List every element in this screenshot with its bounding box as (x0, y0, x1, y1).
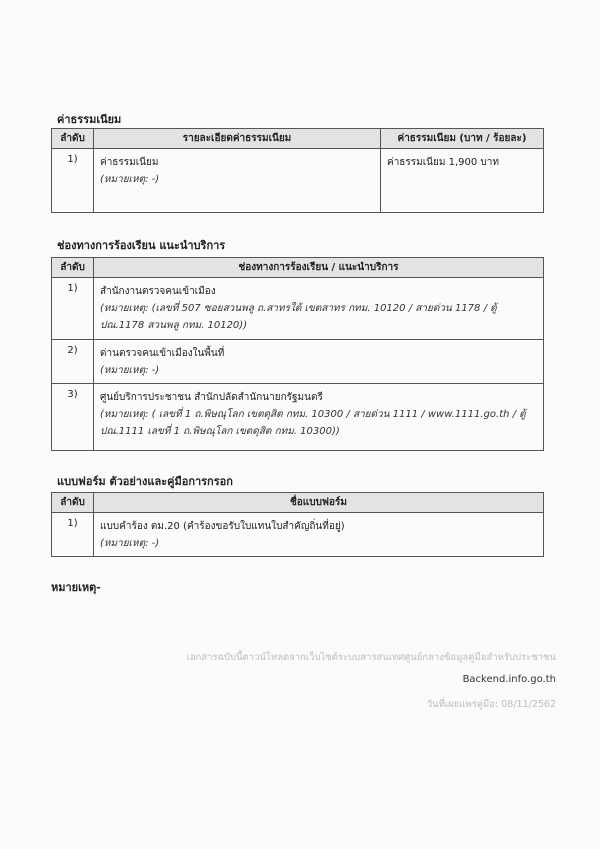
col-header-form-name: ชื่อแบบฟอร์ม (94, 493, 544, 513)
channels-section-title: ช่องทางการร้องเรียน แนะนำบริการ (57, 239, 226, 252)
footer-publish-date: วันที่เผยแพร่คู่มือ: 08/11/2562 (426, 699, 556, 710)
row-number: 1) (52, 513, 94, 557)
channel-note: (หมายเหตุ: (เลขที่ 507 ซอยสวนพลู ถ.สาทรใต้ เขตสาทร กทม. 10120 / สายด่วน 1178 / ตู้ ปณ.1178 สวนพลู กทม. 10120)) (100, 303, 497, 331)
forms-table (51, 492, 544, 557)
col-header-detail: รายละเอียดค่าธรรมเนียม (94, 129, 381, 149)
fee-name: ค่าธรรมเนียม (100, 157, 159, 168)
table-row (52, 340, 544, 384)
col-header-detail: ช่องทางการร้องเรียน / แนะนำบริการ (94, 258, 544, 278)
table-row (52, 384, 544, 451)
remark-label: หมายเหตุ- (51, 581, 101, 594)
channels-table (51, 257, 544, 451)
col-header-no: ลำดับ (52, 493, 94, 513)
row-number: 3) (52, 384, 94, 451)
table-row (52, 278, 544, 340)
row-number: 1) (52, 149, 94, 213)
form-name: แบบคำร้อง ตม.20 (คำร้องขอรับใบแทนใบสำคัญถิ่นที่อยู่) (100, 521, 345, 532)
table-header-row (52, 258, 544, 278)
table-header-row (52, 129, 544, 149)
fee-amount: ค่าธรรมเนียม 1,900 บาท (381, 149, 544, 213)
table-row (52, 149, 544, 213)
col-header-amount: ค่าธรรมเนียม (บาท / ร้อยละ) (381, 129, 544, 149)
forms-section-title: แบบฟอร์ม ตัวอย่างและคู่มือการกรอก (57, 475, 233, 488)
channel-note: (หมายเหตุ: ( เลขที่ 1 ถ.พิษณุโลก เขตดุสิต กทม. 10300 / สายด่วน 1111 / www.1111.go.th / ตู้ ปณ.1111 เลขที่ 1 ถ.พิษณุโลก เขตดุสิต กทม. 10300)) (100, 409, 526, 437)
fees-section-title: ค่าธรรมเนียม (57, 113, 122, 126)
row-number: 1) (52, 278, 94, 340)
channel-name: ศูนย์บริการประชาชน สำนักปลัดสำนักนายกรัฐมนตรี (100, 392, 323, 403)
fees-table (51, 128, 544, 213)
row-detail (94, 384, 544, 451)
form-note: (หมายเหตุ: -) (100, 538, 160, 549)
row-detail (94, 278, 544, 340)
row-detail (94, 149, 381, 213)
row-number: 2) (52, 340, 94, 384)
footer-website-link[interactable]: Backend.info.go.th (462, 674, 556, 685)
channel-name: ด่านตรวจคนเข้าเมืองในพื้นที่ (100, 348, 225, 359)
col-header-no: ลำดับ (52, 258, 94, 278)
table-header-row (52, 493, 544, 513)
fee-note: (หมายเหตุ: -) (100, 174, 160, 185)
row-detail (94, 340, 544, 384)
channel-name: สำนักงานตรวจคนเข้าเมือง (100, 286, 216, 297)
col-header-no: ลำดับ (52, 129, 94, 149)
footer-source-note: เอกสารฉบับนี้ดาวน์โหลดจากเว็บไซต์ระบบสารสนเทศศูนย์กลางข้อมูลคู่มือสำหรับประชาชน (186, 652, 556, 663)
channel-note: (หมายเหตุ: -) (100, 365, 160, 376)
table-row (52, 513, 544, 557)
row-detail (94, 513, 544, 557)
